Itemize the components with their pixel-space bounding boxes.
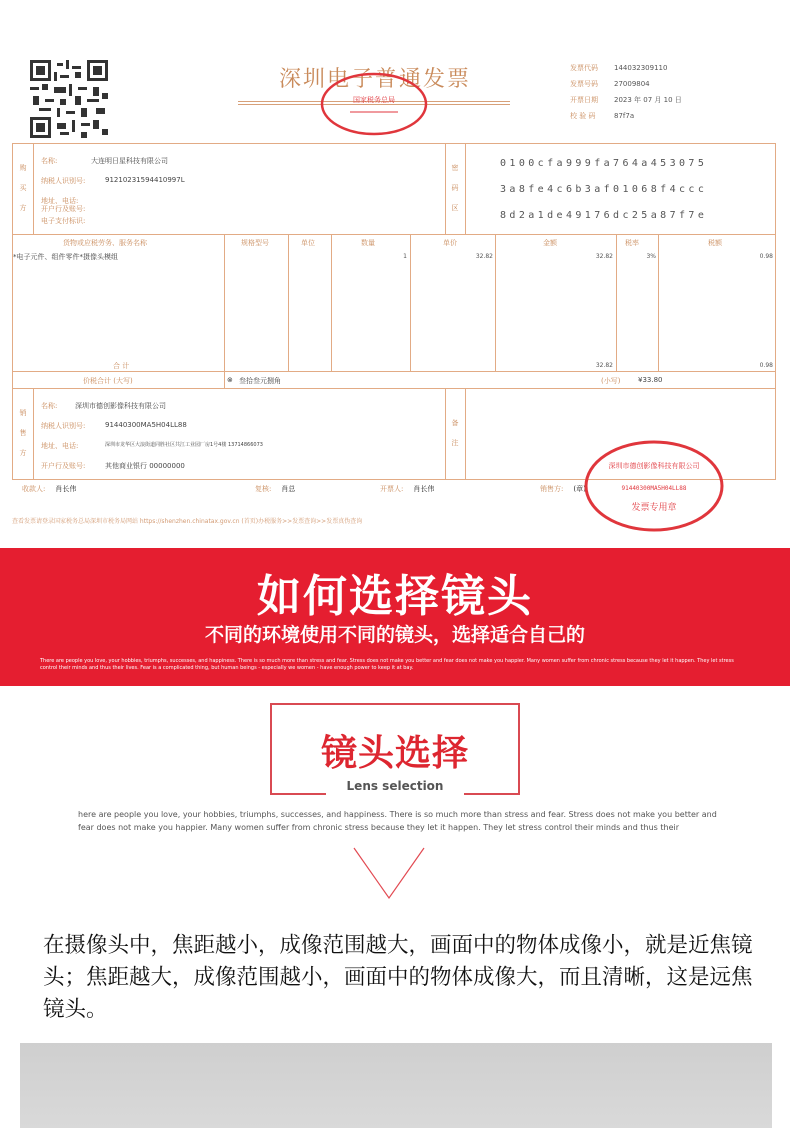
meta-row: 发票号码 27009804	[570, 80, 650, 88]
total-small: ¥33.80	[638, 376, 663, 384]
col-header: 规格型号	[241, 239, 269, 247]
buyer-side-label: 购买方	[19, 164, 27, 212]
goods-table	[12, 234, 776, 372]
item-tax: 0.98	[759, 253, 773, 260]
col-header: 金额	[543, 239, 557, 247]
buyer-block: 购买方 名称: 大连明日星科技有限公司 纳税人识别号: 91210231594410997L 地址、电话: 开户行及账号: 电子支付标识: 密码区	[12, 143, 776, 235]
invoice-seal-icon	[582, 438, 726, 534]
lens-photo	[20, 1043, 772, 1128]
col-header: 税率	[625, 239, 639, 247]
total-label: 合 计	[113, 362, 130, 370]
total-tax: 0.98	[759, 362, 773, 369]
seller-block: 销售方 名称: 深圳市德创影像科技有限公司 纳税人识别号: 91440300MA5H04LL88 地址、电话: 深圳市龙华区大浪街道同胜社区共江工业园厂房1号4楼 13714866073 开户行及账号: 其他商业银行 00000000 备注	[12, 388, 776, 480]
buyer-name: 大连明日星科技有限公司	[91, 157, 168, 165]
seller-name: 深圳市德创影像科技有限公司	[75, 402, 166, 410]
lens-banner	[0, 548, 790, 686]
col-header: 数量	[361, 239, 375, 247]
seller-stamp: 销售方: (章)	[540, 485, 586, 493]
remark-label: 备注	[451, 419, 459, 447]
lens-description: 在摄像头中，焦距越小，成像范围越大，画面中的物体成像小，就是近焦镜头；焦距越大，成像范围越小，画面中的物体成像大，而且清晰，这是远焦镜头。	[43, 933, 753, 1022]
cipher-line: 8d2a1de49176dc25a87f7e	[500, 210, 708, 221]
seal-id: 91440300MA5H04LL88	[621, 485, 687, 492]
col-header: 税额	[708, 239, 722, 247]
seller-side-label: 销售方	[19, 409, 27, 457]
banner-subtitle: 不同的环境使用不同的镜头，选择适合自己的	[204, 624, 585, 646]
cipher-line: 0100cfa999fa764a453075	[500, 158, 708, 169]
seller-bank: 其他商业银行 00000000	[105, 462, 185, 470]
reviewer: 复核: 肖总	[255, 485, 296, 493]
item-price: 32.82	[475, 253, 493, 260]
meta-row: 开票日期 2023 年 07 月 10 日	[570, 96, 682, 104]
invoice-meta	[570, 60, 770, 124]
item-amount: 32.82	[595, 253, 613, 260]
item-qty: 1	[403, 253, 407, 260]
section-title: 镜头选择	[320, 733, 469, 774]
chevron-down-icon	[352, 846, 426, 900]
invoice-footer-note: 查看发票请登录国家税务总局深圳市税务局网站 https://shenzhen.chinatax.gov.cn (首页)办税服务>>发票查询>>发票真伪查询	[12, 518, 363, 525]
col-header: 单价	[443, 239, 457, 247]
col-header: 单位	[301, 239, 315, 247]
issuer: 开票人: 肖长伟	[380, 485, 435, 493]
seal-caption: 发票专用章	[631, 503, 677, 513]
banner-english: There are people you love, your hobbies, triumphs, successes, and happiness. There is so much more than stress and fear. Stress does not make you better and fear does not make you happier. Many women suffer from chronic stress because they let it happen. They let stress control their minds and thus their lives. Fear is a complicated thing, but human beings - especially we women - have enough power to keep it at bay.	[40, 658, 734, 671]
buyer-tax-id: 91210231594410997L	[105, 176, 185, 184]
banner-title: 如何选择镜头	[257, 571, 533, 622]
meta-row: 发票代码 144032309110	[570, 64, 668, 72]
meta-row: 校 验 码 87f7a	[570, 112, 635, 120]
section-subtitle: Lens selection	[346, 779, 444, 793]
tax-seal-icon	[320, 72, 428, 136]
cipher-side-label: 密码区	[451, 164, 459, 212]
seal-company: 深圳市德创影像科技有限公司	[608, 462, 700, 470]
seal-top-text: 国家税务总局	[353, 96, 395, 104]
total-words: 叁拾叁元捌角	[239, 377, 281, 385]
section-english-text: here are people you love, your hobbies, triumphs, successes, and happiness. There is so much more than stress and fear. Stress does not make you better and fear does not make you happier. Many women suffer from chronic stress because they let it happen. They let stress control their minds and thus their	[78, 810, 717, 832]
item-rate: 3%	[646, 253, 656, 260]
cipher-line: 3a8fe4c6b3af01068f4ccc	[500, 184, 708, 195]
total-row: 价税合计 (大写) ⊗ 叁拾叁元捌角 (小写) ¥33.80	[12, 371, 776, 389]
col-header: 货物或应税劳务、服务名称	[63, 239, 147, 247]
invoice-image	[0, 0, 790, 548]
cancel-mark-icon: ⊗	[227, 376, 233, 384]
seller-address: 深圳市龙华区大浪街道同胜社区共江工业园厂房1号4楼 13714866073	[105, 442, 263, 448]
invoice-title: 深圳电子普通发票	[278, 67, 471, 92]
qr-code-icon	[30, 60, 108, 138]
total-amount: 32.82	[595, 362, 613, 369]
payee: 收款人: 肖长伟	[22, 485, 77, 493]
item-name: *电子元件、组件零件*摄像头模组	[13, 253, 118, 261]
seller-tax-id: 91440300MA5H04LL88	[105, 421, 187, 429]
